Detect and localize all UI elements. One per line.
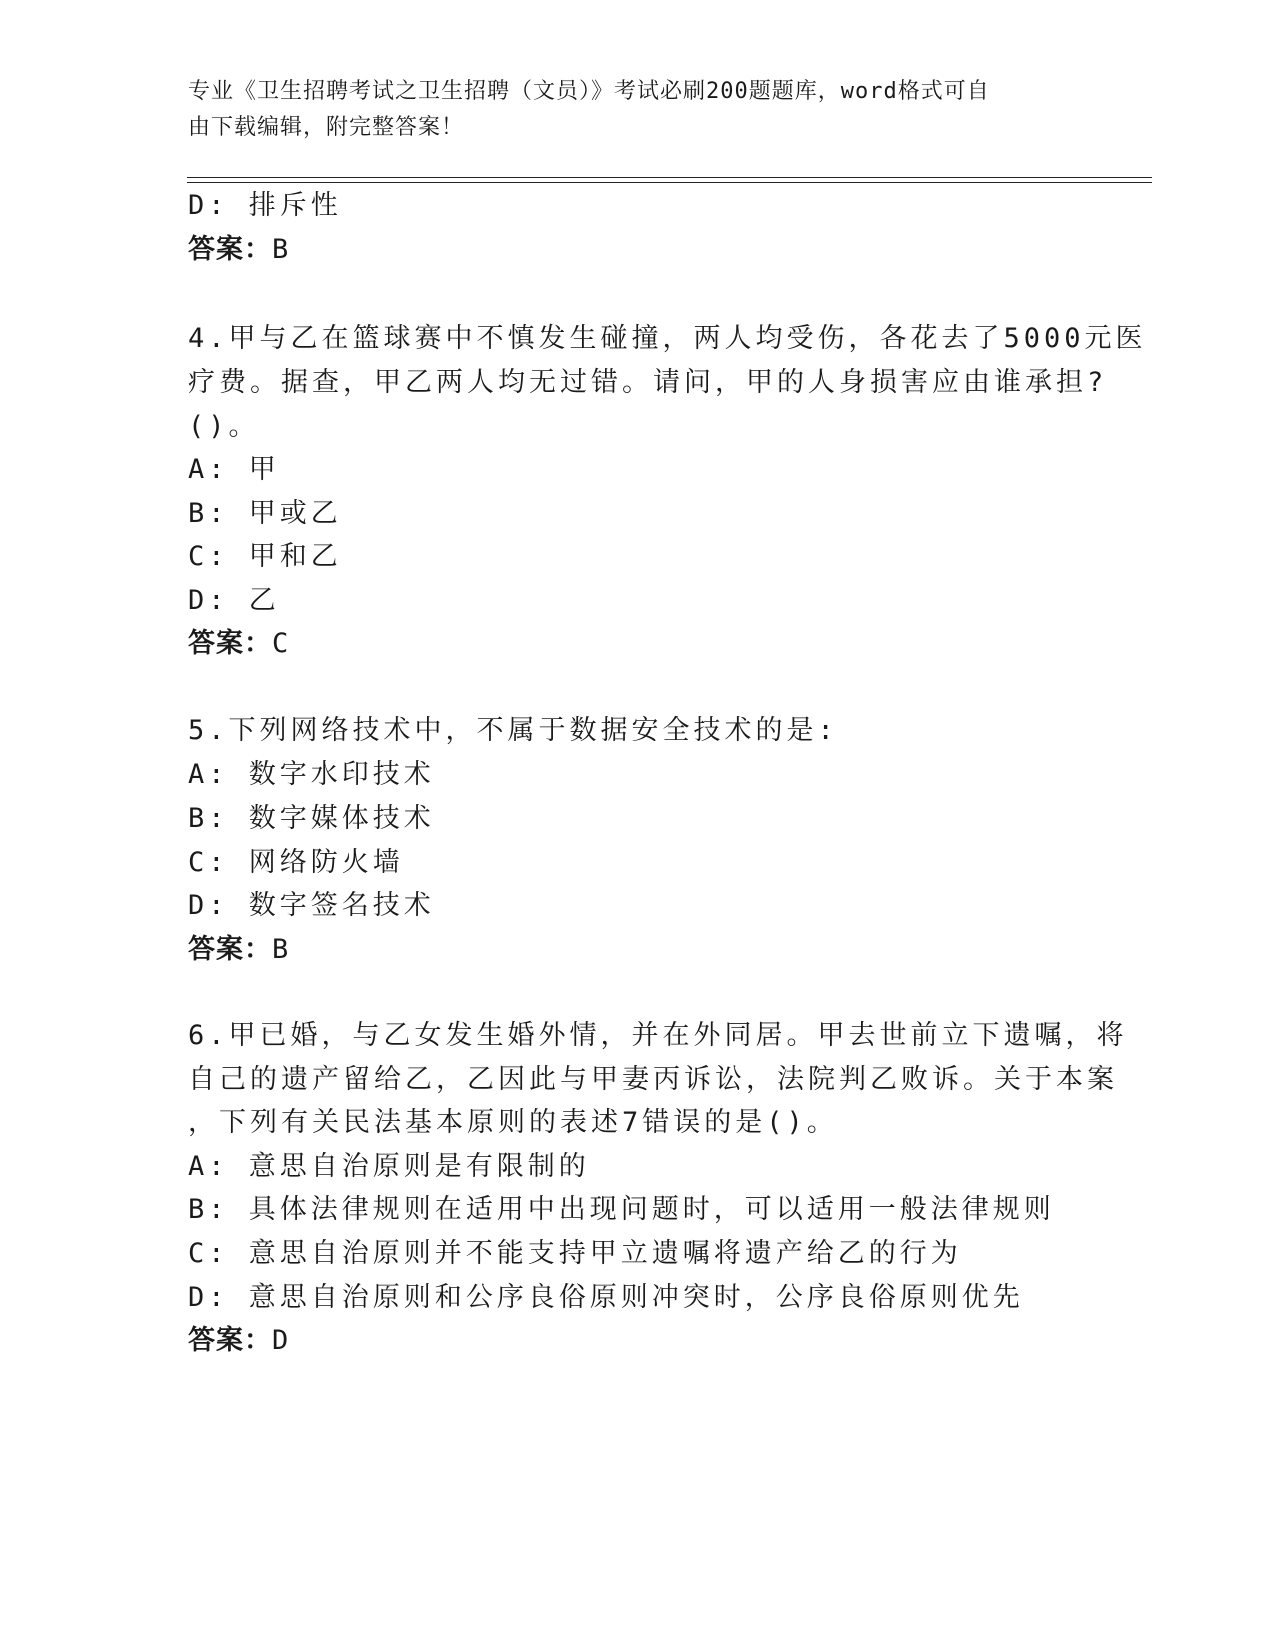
q4-stem-line-3: ()。 xyxy=(188,411,260,442)
q5-option-a: A: 数字水印技术 xyxy=(188,759,435,790)
q6-stem-line-1: 6.甲已婚，与乙女发生婚外情，并在外同居。甲去世前立下遗嘱，将 xyxy=(188,1020,1128,1051)
header-line-2: 由下载编辑，附完整答案！ xyxy=(188,115,465,140)
page-header xyxy=(188,74,1068,146)
answer-value: B xyxy=(272,234,290,265)
answer-label: 答案： xyxy=(188,628,272,659)
q6-option-a: A: 意思自治原则是有限制的 xyxy=(188,1151,590,1182)
answer-value: C xyxy=(272,628,290,659)
answer-label: 答案： xyxy=(188,234,272,265)
q5-answer xyxy=(188,933,289,967)
answer-value: D xyxy=(272,1325,290,1356)
q5-stem-line-1: 5.下列网络技术中，不属于数据安全技术的是: xyxy=(188,715,838,746)
q3-option-d: D: 排斥性 xyxy=(188,190,342,221)
answer-label: 答案： xyxy=(188,934,272,965)
answer-value: B xyxy=(272,934,290,965)
q6-option-b: B: 具体法律规则在适用中出现问题时，可以适用一般法律规则 xyxy=(188,1194,1055,1225)
q4-stem-line-1: 4.甲与乙在篮球赛中不慎发生碰撞，两人均受伤，各花去了5000元医 xyxy=(188,323,1147,354)
answer-label: 答案： xyxy=(188,1325,272,1356)
header-divider-bottom xyxy=(187,182,1152,183)
q5-option-c: C: 网络防火墙 xyxy=(188,847,404,878)
q3-answer xyxy=(188,233,289,267)
q4-option-a: A: 甲 xyxy=(188,454,280,485)
q5-option-b: B: 数字媒体技术 xyxy=(188,803,435,834)
q4-answer xyxy=(188,627,289,661)
q6-answer xyxy=(188,1324,289,1358)
q6-stem-line-3: ，下列有关民法基本原则的表述7错误的是()。 xyxy=(188,1107,838,1138)
q4-stem-line-2: 疗费。据查，甲乙两人均无过错。请问，甲的人身损害应由谁承担? xyxy=(188,367,1108,398)
header-divider-top xyxy=(187,177,1152,178)
q6-stem-line-2: 自己的遗产留给乙，乙因此与甲妻丙诉讼，法院判乙败诉。关于本案 xyxy=(188,1064,1118,1095)
q4-option-c: C: 甲和乙 xyxy=(188,541,342,572)
q5-option-d: D: 数字签名技术 xyxy=(188,890,435,921)
header-line-1: 专业《卫生招聘考试之卫生招聘（文员）》考试必刷200题题库，word格式可自 xyxy=(188,79,990,104)
q6-option-c: C: 意思自治原则并不能支持甲立遗嘱将遗产给乙的行为 xyxy=(188,1238,962,1269)
q6-option-d: D: 意思自治原则和公序良俗原则冲突时，公序良俗原则优先 xyxy=(188,1282,1024,1313)
q4-option-d: D: 乙 xyxy=(188,585,280,616)
q4-option-b: B: 甲或乙 xyxy=(188,498,342,529)
